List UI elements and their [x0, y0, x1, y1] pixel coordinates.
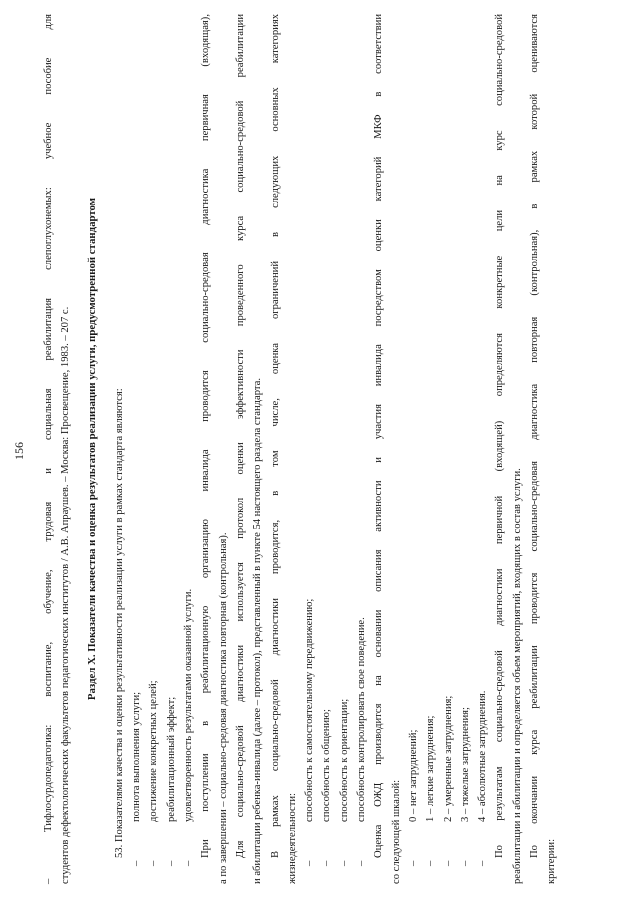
list-item: – удовлетворенность результатами оказанной услуги. — [183, 588, 195, 866]
quality-list — [128, 14, 197, 884]
list-item: – способность к ориентации; — [338, 698, 350, 866]
list-item: – 3 – тяжелые затруднения; — [459, 707, 471, 866]
categories-list — [301, 14, 370, 884]
paragraph-end: По окончании курса реабилитации проводится социально-средовая диагностика повторная (контрольная), в рамках которой оцениваются критерии: — [529, 14, 558, 884]
paragraph-categories: В рамках социально-средовой диагностики проводится, в том числе, оценка ограничений в следующих основных категориях жизнедеятельности: — [269, 14, 298, 884]
list-item: – 0 – нет затруднений; — [407, 729, 419, 866]
list-item: – полнота выполнения услуги; — [131, 691, 143, 866]
paragraph-results: По результатам социально-средовой диагностики первичной (входящей) определяются конкретные цели на курс социально-средовой реабилитации и абилитации и определяется объем мероприятий, входящих в состав услуги. — [494, 14, 523, 884]
reference-line-2: студентов дефектологических факультетов педагогических институтов / А.В. Апраушев. – Москва: Просвещение, 1983. – 207 с. — [60, 306, 72, 884]
list-item: – способность контролировать свое поведение. — [356, 617, 368, 866]
reference-entry — [40, 14, 75, 884]
list-item: – 1 – легкие затруднения; — [425, 715, 437, 866]
list-item: – достижение конкретных целей; — [148, 680, 160, 866]
page-number: 156 — [12, 442, 26, 460]
paragraph-ozhd: Оценка ОЖД производится на основании описания активности и участия инвалида посредством оценки категорий МКФ в соответствии со следующей шкалой: — [373, 14, 402, 884]
list-item: – способность к самостоятельному передвижению; — [304, 598, 316, 866]
paragraph-admission: При поступлении в реабилитационную организацию инвалида проводится социально-средовая диагностика первичная (входящая), а по завершении – социально-средовая диагностика повторная (контрольная). — [200, 14, 229, 884]
paragraph-protocol: Для социально-средовой диагностики используется протокол оценки эффективности проведенного курса социально-средовой реабилитации и абилитации ребенка-инвалида (далее – протокол), представленный в пункте 54 настоящего раздела стандарта. — [234, 14, 264, 884]
paragraph-53: 53. Показателями качества и оценки результативности реализации услуги в рамках стандарта являются: — [113, 388, 125, 858]
page-content — [40, 14, 561, 884]
list-item: – реабилитационный эффект; — [165, 696, 177, 866]
list-item: – 2 – умеренные затруднения; — [442, 695, 454, 866]
reference-line-1: Тифлосурдопедагогика: воспитание, обучение, трудовая и социальная реабилитация слепоглухонемых: учебное пособие для — [43, 14, 54, 832]
reference-dash: – — [43, 878, 54, 884]
list-item: – 4 – абсолютные затруднения. — [477, 690, 489, 866]
section-title: Раздел X. Показатели качества и оценка результатов реализации услуги, предусмотренной стандартом — [85, 197, 98, 701]
list-item: – способность к общению; — [321, 709, 333, 866]
scale-list — [405, 14, 491, 884]
